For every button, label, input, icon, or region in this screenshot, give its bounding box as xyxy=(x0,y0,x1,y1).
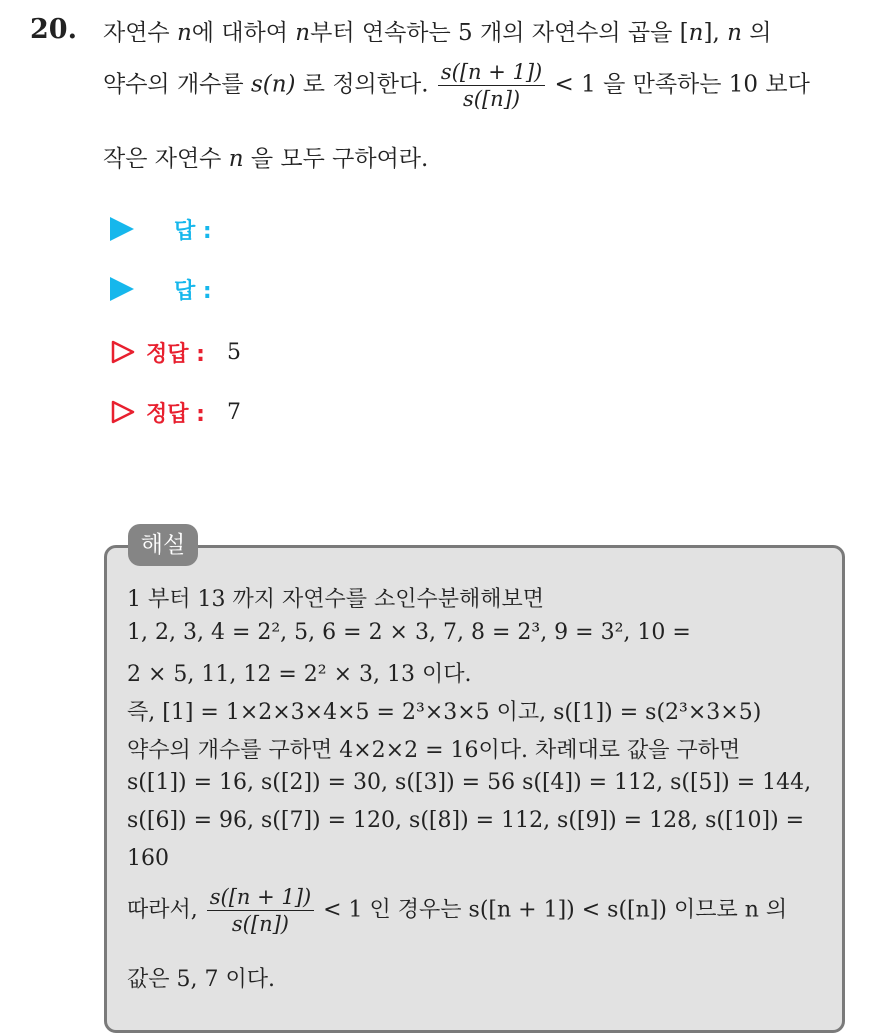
question-number: 20. xyxy=(30,14,77,45)
correct-answer-2: 정답 : 7 xyxy=(110,395,241,429)
correct-answer-value: 7 xyxy=(226,399,241,425)
question-line-2: 약수의 개수를 s(n) 로 정의한다. $\frac{s([n + 1])}{s([n])}$ < 1 을 만족하는 10 보다 xyxy=(103,60,810,111)
play-triangle-icon xyxy=(110,277,134,301)
solution-line-10: 값은 5, 7 이다. xyxy=(127,967,275,992)
correct-answer-value: 5 xyxy=(226,339,241,365)
outline-triangle-icon xyxy=(110,399,136,425)
solution-line-4: 즉, [1] = 1×2×3×4×5 = 2³×3×5 이고, s([1]) = s(2³×3×5) xyxy=(127,700,762,725)
solution-line-3: 2 × 5, 11, 12 = 2² × 3, 13 이다. xyxy=(127,662,472,687)
outline-triangle-icon xyxy=(110,339,136,365)
solution-line-2: 1, 2, 3, 4 = 2², 5, 6 = 2 × 3, 7, 8 = 2³, 9 = 3², 10 = xyxy=(127,620,691,645)
solution-line-8: 160 xyxy=(127,846,169,871)
solution-line-6: s([1]) = 16, s([2]) = 30, s([3]) = 56 s([4]) = 112, s([5]) = 144, xyxy=(127,770,812,795)
solution-line-7: s([6]) = 96, s([7]) = 120, s([8]) = 112, s([9]) = 128, s([10]) = xyxy=(127,808,805,833)
question-line-3: 작은 자연수 n 을 모두 구하여라. xyxy=(103,146,429,172)
solution-line-5: 약수의 개수를 구하면 4×2×2 = 16이다. 차례대로 값을 구하면 xyxy=(127,738,741,763)
ratio-fraction: $\frac{s([n + 1])}{s([n])}$ xyxy=(438,60,545,111)
solution-fraction: $\frac{s([n + 1])}{s([n])}$ xyxy=(207,885,314,936)
solution-line-9: 따라서, $\frac{s([n + 1])}{s([n])}$ < 1 인 경우는 s([n + 1]) < s([n]) 이므로 n 의 xyxy=(127,885,788,936)
question-line-1: 자연수 n에 대하여 n부터 연속하는 5 개의 자연수의 곱을 [n], n 의 xyxy=(103,20,772,46)
correct-answer-1: 정답 : 5 xyxy=(110,335,241,369)
solution-line-1: 1 부터 13 까지 자연수를 소인수분해해보면 xyxy=(127,587,544,612)
answer-blank-2: 답 : xyxy=(110,272,212,306)
play-triangle-icon xyxy=(110,217,134,241)
solution-tab: 해설 xyxy=(128,524,198,566)
answer-blank-1: 답 : xyxy=(110,212,212,246)
